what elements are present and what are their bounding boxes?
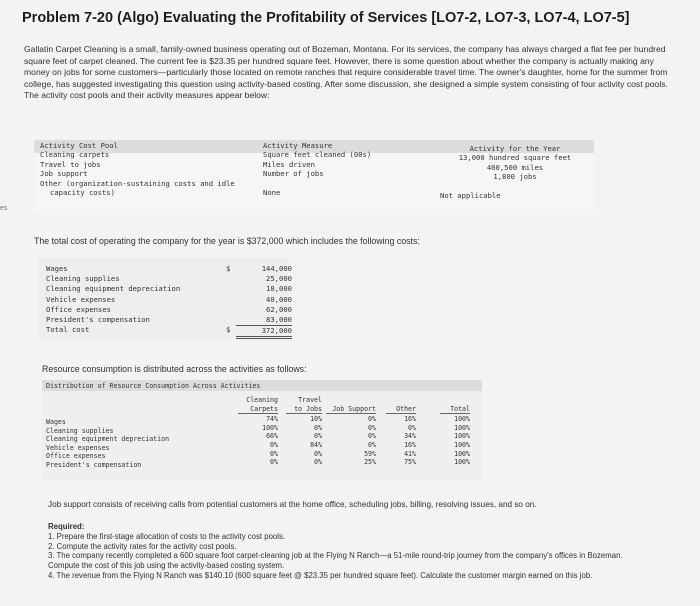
currency-symbol: $	[226, 264, 231, 273]
pool-column	[40, 141, 235, 197]
cell: 0%	[368, 432, 376, 441]
cost-value: 83,000	[236, 315, 292, 326]
cell: 100%	[454, 423, 470, 432]
measure-cell: Number of jobs	[263, 169, 324, 179]
problem-title: Problem 7-20 (Algo) Evaluating the Profitability of Services [LO7-2, LO7-3, LO7-4, LO7-5]	[22, 10, 630, 26]
activity-cell: 400,500 miles	[486, 162, 544, 172]
cost-value: 25,000	[266, 274, 292, 284]
column-other	[386, 405, 416, 467]
distribution-row-label: Cleaning equipment depreciation	[46, 435, 170, 444]
cost-intro: The total cost of operating the company for the year is $372,000 which includes the following costs:	[34, 236, 420, 246]
cell: 100%	[262, 423, 278, 432]
cell: 16%	[404, 440, 416, 449]
pool-cell: Job support	[40, 169, 88, 179]
cell: 100%	[454, 440, 470, 449]
activity-cell: 1,800 jobs	[493, 172, 537, 182]
cost-value: 62,000	[266, 304, 292, 314]
cell: 0%	[314, 432, 322, 441]
column-head: Cleaning	[246, 396, 278, 404]
cell: 0%	[270, 440, 278, 449]
column-cleaning-carpets	[238, 396, 278, 467]
currency-symbol: $	[226, 325, 231, 334]
measure-column	[263, 141, 371, 197]
required-item: 1. Prepare the first-stage allocation of costs to the activity cost pools.	[48, 531, 286, 541]
side-fragment-label: es	[0, 205, 8, 212]
job-support-note: Job support consists of receiving calls from potential customers at the home office, scheduling jobs, billing, resolving issues, and so on.	[48, 500, 537, 509]
cell: 75%	[404, 458, 416, 467]
distribution-row-label: Wages	[46, 418, 66, 426]
distribution-row-label: Cleaning supplies	[46, 426, 114, 435]
distribution-row-label: Office expenses	[46, 452, 106, 461]
cell: 34%	[404, 432, 416, 441]
distribution-title: Distribution of Resource Consumption Across Activities	[46, 382, 261, 390]
cost-label: President's compensation	[46, 315, 150, 325]
column-job-support	[326, 405, 376, 467]
required-item: 4. The revenue from the Flying N Ranch was $140.10 (600 square feet @ $23.35 per hundred square feet). Calculate the customer margin earned on this job.	[48, 570, 593, 580]
cell: 0%	[314, 458, 322, 467]
pool-header: Activity Cost Pool	[40, 141, 118, 150]
cell: 41%	[404, 449, 416, 458]
distribution-table	[42, 380, 482, 480]
measure-cell: Miles driven	[263, 159, 315, 169]
cell: 100%	[454, 415, 470, 424]
cell: 74%	[266, 415, 278, 424]
activity-pool-table	[34, 140, 594, 212]
column-head: Carpets	[238, 405, 278, 415]
cost-values	[236, 264, 292, 339]
column-head: to Jobs	[286, 405, 322, 415]
cost-label: Vehicle expenses	[46, 294, 116, 304]
cell: 84%	[310, 440, 322, 449]
measure-cell: Square feet cleaned (00s)	[263, 150, 372, 160]
cost-table	[38, 258, 292, 340]
column-travel-to-jobs	[286, 396, 322, 467]
cell: 16%	[404, 415, 416, 424]
cell: 25%	[364, 458, 376, 467]
cost-label: Office expenses	[46, 304, 111, 314]
required-item: 3. The company recently completed a 600 square foot carpet-cleaning job at the Flying N Ranch—a 51-mile round-trip journey from the company's offices in Bozeman. Compute the cost of this job using the activity-based costing system.	[48, 551, 623, 571]
activity-cell: Not applicable	[440, 191, 501, 201]
distribution-row-label: President's compensation	[46, 460, 142, 469]
total-cost-value: 372,000	[236, 326, 292, 339]
resource-intro: Resource consumption is distributed across the activities as follows:	[42, 364, 307, 374]
cost-value: 144,000	[261, 264, 292, 273]
cell: 0%	[270, 449, 278, 458]
column-head: Total	[440, 405, 470, 415]
column-head: Travel	[298, 396, 322, 404]
measure-header: Activity Measure	[263, 141, 333, 150]
pool-cell: Travel to jobs	[40, 159, 101, 169]
cell: 66%	[266, 432, 278, 441]
pool-cell: Other (organization-sustaining costs and idle	[40, 178, 235, 188]
column-head: Other	[386, 405, 416, 415]
cost-value: 18,000	[266, 284, 292, 294]
required-item: 2. Compute the activity rates for the activity cost pools.	[48, 541, 237, 551]
cell: 10%	[310, 415, 322, 424]
distribution-row-label: Vehicle expenses	[46, 443, 110, 452]
pool-cell: Cleaning carpets	[40, 150, 110, 160]
required-heading: Required:	[48, 522, 85, 531]
cell: 0%	[368, 423, 376, 432]
cell: 0%	[368, 440, 376, 449]
cost-labels	[46, 264, 180, 335]
measure-cell: None	[263, 188, 281, 198]
activity-header: Activity for the Year	[469, 144, 561, 153]
cost-label: Cleaning supplies	[46, 274, 120, 284]
cost-value: 40,000	[266, 294, 292, 304]
cell: 0%	[368, 415, 376, 424]
distribution-row-labels	[46, 418, 169, 470]
cell: 0%	[408, 423, 416, 432]
problem-intro: Gallatin Carpet Cleaning is a small, family-owned business operating out of Bozeman, Montana. For its services, the company has always charged a flat fee per hundred square feet of carpet cleaned. The current fee is $23.35 per hundred square feet. However, there is some question about whether the company is actually making any money on jobs for some customers—particularly those located on remote ranches that require considerable travel time. The owner's daughter, home for the summer from college, has suggested investigating this question using activity-based costing. After some discussion, she designed a simple system consisting of four activity cost pools. The activity cost pools and their activity measures appear below:	[24, 44, 668, 101]
cell: 59%	[364, 449, 376, 458]
cost-label: Cleaning equipment depreciation	[46, 284, 181, 294]
cell: 100%	[454, 432, 470, 441]
cost-label: Wages	[46, 264, 68, 273]
pool-cell: capacity costs)	[50, 188, 115, 198]
column-head: Job Support	[326, 405, 376, 415]
cell: 0%	[314, 423, 322, 432]
column-total	[440, 405, 470, 467]
activity-cell: 13,000 hundred square feet	[458, 153, 572, 163]
total-cost-label: Total cost	[46, 325, 90, 335]
cell: 0%	[270, 458, 278, 467]
cell: 0%	[314, 449, 322, 458]
activity-column	[440, 144, 590, 200]
cell: 100%	[454, 458, 470, 467]
cell: 100%	[454, 449, 470, 458]
required-section	[48, 522, 628, 581]
